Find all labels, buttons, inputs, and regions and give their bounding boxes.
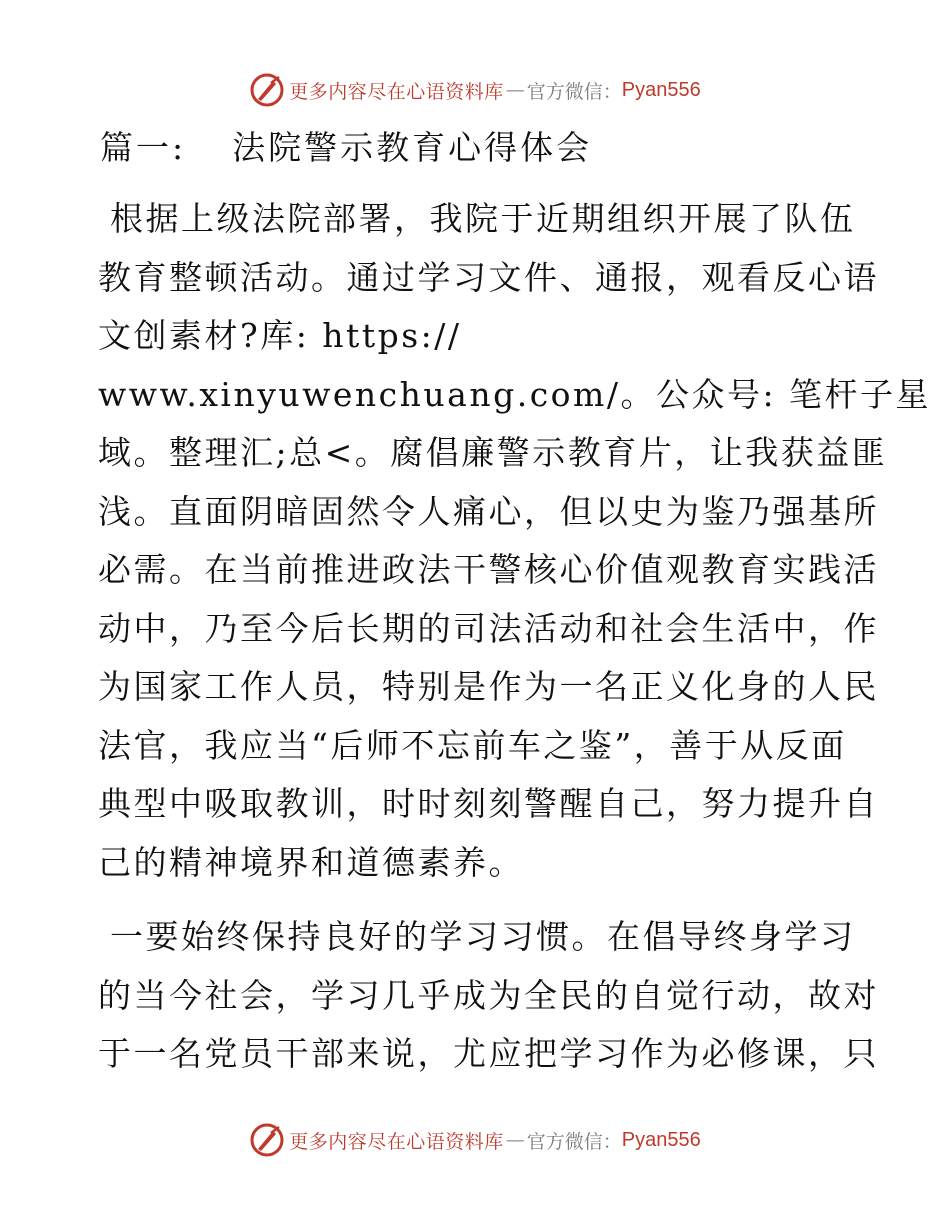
paragraph-2	[98, 908, 879, 1084]
paragraph-line: 教育整顿活动。通过学习文件、通报，观看反心语	[98, 257, 879, 297]
banner-wechat-id: Pyan556	[621, 1128, 701, 1151]
banner-slogan: 更多内容尽在心语资料库	[289, 1130, 504, 1153]
section-title: 法院警示教育心得体会	[232, 128, 593, 167]
paragraph-line: 文创素材?库: https://	[98, 316, 462, 355]
quill-pen-logo-icon	[249, 1122, 285, 1158]
paragraph-line: 典型中吸取教训，时时刻刻警醒自己，努力提升自	[98, 784, 879, 823]
banner-wechat-id: Pyan556	[621, 78, 701, 101]
banner-dash: —	[505, 1129, 525, 1151]
section-number: 篇一:	[100, 128, 187, 167]
paragraph-line: www.xinyuwenchuang.com/。公众号: 笔杆子星	[98, 374, 932, 414]
quill-pen-logo-icon	[249, 72, 285, 108]
paragraph-line: 动中，乃至今后长期的司法活动和社会生活中，作	[98, 608, 879, 648]
page-title	[100, 122, 592, 169]
footer-banner	[0, 1120, 950, 1160]
paragraph-line: 的当今社会，学习几乎成为全民的自觉行动，故对	[98, 975, 879, 1015]
banner-slogan: 更多内容尽在心语资料库	[289, 80, 504, 103]
paragraph-line: 于一名党员干部来说，尤应把学习作为必修课，只	[98, 1034, 879, 1073]
paragraph-line: 浅。直面阴暗固然令人痛心，但以史为鉴乃强基所	[98, 491, 879, 531]
paragraph-line: 必需。在当前推进政法干警核心价值观教育实践活	[98, 550, 879, 589]
paragraph-1	[98, 190, 932, 892]
paragraph-line: 一要始终保持良好的学习习惯。在倡导终身学习	[110, 917, 856, 956]
banner-wechat-label: 官方微信：	[526, 80, 622, 103]
banner-wechat-label: 官方微信：	[526, 1130, 622, 1153]
paragraph-line: 己的精神境界和道德素养。	[98, 842, 524, 882]
paragraph-line: 为国家工作人员，特别是作为一名正义化身的人民	[98, 667, 879, 706]
header-banner	[0, 70, 950, 110]
paragraph-line: 法官，我应当“后师不忘前车之鉴”，善于从反面	[98, 725, 847, 765]
paragraph-line: 根据上级法院部署，我院于近期组织开展了队伍	[110, 199, 856, 238]
paragraph-line: 域。整理汇;总<。腐倡廉警示教育片，让我获益匪	[98, 433, 888, 472]
banner-dash: —	[505, 79, 525, 101]
